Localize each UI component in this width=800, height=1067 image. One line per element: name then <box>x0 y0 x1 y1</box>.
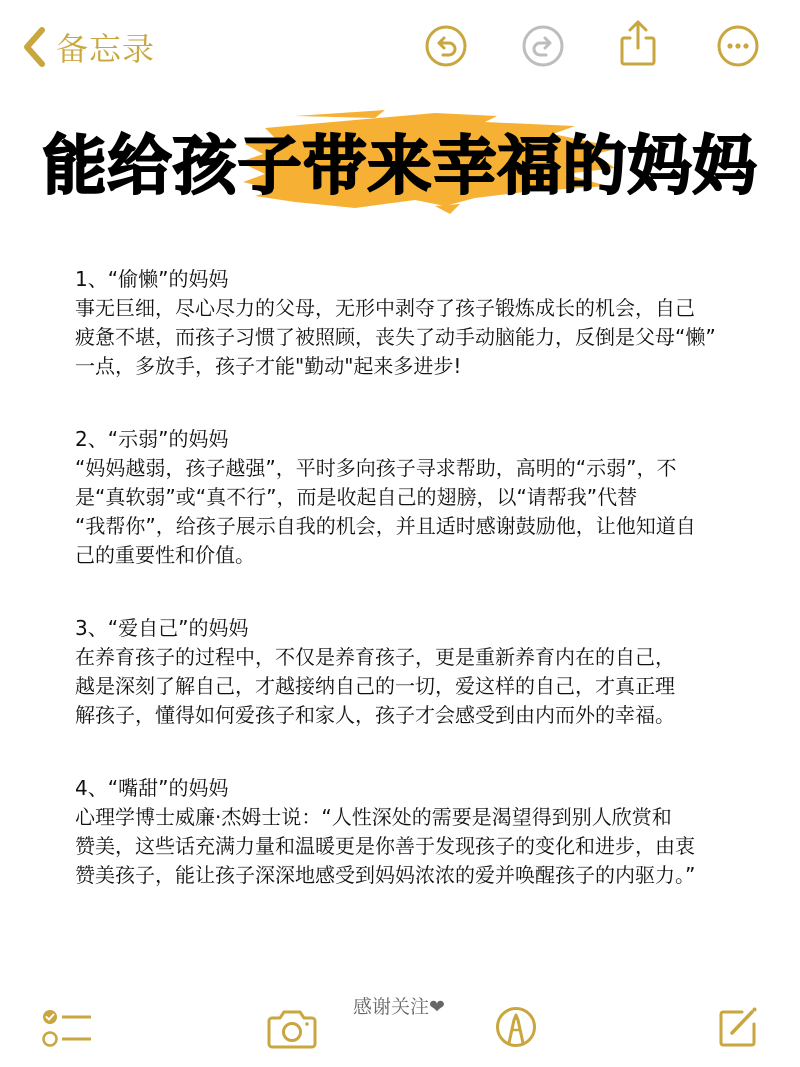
section-line: 事无巨细，尽心尽力的父母，无形中剥夺了孩子锻炼成长的机会，自己 <box>75 296 695 320</box>
section-line: 赞美孩子，能让孩子深深地感受到妈妈浓浓的爱并唤醒孩子的内驱力。” <box>75 863 696 887</box>
section-line: 赞美，这些话充满力量和温暖更是你善于发现孩子的变化和进步，由衷 <box>75 834 695 858</box>
chevron-left-icon <box>22 26 46 68</box>
top-toolbar <box>0 0 800 95</box>
section-2 <box>75 425 735 570</box>
more-button[interactable] <box>716 24 760 68</box>
section-line: 一点，多放手，孩子才能"勤动"起来多进步! <box>75 354 462 378</box>
section-3 <box>75 614 735 730</box>
section-line: “妈妈越弱，孩子越强”，平时多向孩子寻求帮助，高明的“示弱”，不 <box>75 456 677 480</box>
markup-icon <box>495 1006 537 1048</box>
share-button[interactable] <box>616 18 660 68</box>
undo-icon <box>424 24 468 68</box>
section-line: 越是深刻了解自己，才越接纳自己的一切，爱这样的自己，才真正理 <box>75 674 675 698</box>
section-line: 解孩子，懂得如何爱孩子和家人，孩子才会感受到由内而外的幸福。 <box>75 703 675 727</box>
section-heading: 2、“示弱”的妈妈 <box>75 427 229 451</box>
camera-icon <box>266 1008 318 1050</box>
checklist-icon <box>40 1008 94 1048</box>
section-heading: 1、“偷懒”的妈妈 <box>75 267 229 291</box>
more-icon <box>716 24 760 68</box>
section-line: 是“真软弱”或“真不行”，而是收起自己的翅膀，以“请帮我”代替 <box>75 485 638 509</box>
footer-note: 感谢关注❤ <box>353 996 445 1018</box>
redo-button[interactable] <box>521 24 565 68</box>
section-heading: 3、“爱自己”的妈妈 <box>75 616 249 640</box>
section-line: “我帮你”，给孩子展示自我的机会，并且适时感谢鼓励他，让他知道自 <box>75 514 696 538</box>
back-button[interactable] <box>22 24 155 70</box>
section-line: 疲惫不堪，而孩子习惯了被照顾，丧失了动手动脑能力，反倒是父母“懒” <box>75 325 716 349</box>
section-heading: 4、“嘴甜”的妈妈 <box>75 776 229 800</box>
section-1 <box>75 265 735 381</box>
compose-icon <box>716 1005 760 1049</box>
back-label: 备忘录 <box>56 30 156 68</box>
redo-icon <box>521 24 565 68</box>
section-line: 在养育孩子的过程中，不仅是养育孩子，更是重新养育内在的自己， <box>75 645 675 669</box>
undo-button[interactable] <box>424 24 468 68</box>
section-line: 心理学博士威廉·杰姆士说：“人性深处的需要是渴望得到别人欣赏和 <box>75 805 672 829</box>
checklist-button[interactable] <box>40 1008 94 1052</box>
share-icon <box>616 18 660 68</box>
compose-button[interactable] <box>716 1005 760 1053</box>
section-4 <box>75 774 755 890</box>
section-line: 己的重要性和价值。 <box>75 543 255 567</box>
markup-button[interactable] <box>495 1006 537 1052</box>
page-title: 能给孩子带来幸福的妈妈 <box>42 130 758 204</box>
title-block <box>0 105 800 220</box>
camera-button[interactable] <box>266 1008 318 1054</box>
